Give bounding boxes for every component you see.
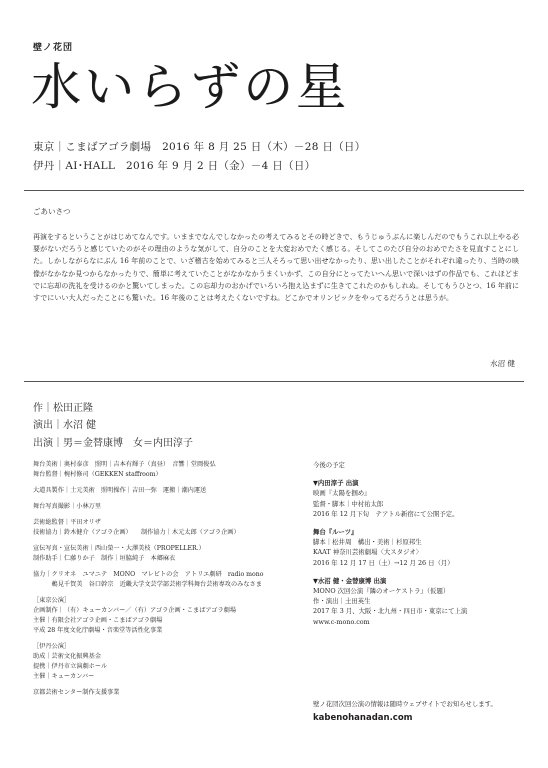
page-title: 水いらずの星 bbox=[31, 58, 349, 116]
info-line: 脚本｜松井周 構出・美術｜杉原邦生 bbox=[313, 538, 422, 547]
credit-line: 協力｜クリオネ ユマニテ MONO マレビトの会 アトリエ劇研 radio mono bbox=[33, 571, 264, 578]
info-line: ▼内田淳子 出演 bbox=[313, 479, 359, 488]
spacer bbox=[313, 470, 523, 478]
credit-line: 技術協力｜鈴木健介（アゴラ企画） 制作協力｜木元太郎（アゴラ企画） bbox=[33, 529, 240, 536]
upcoming-info bbox=[313, 460, 523, 627]
info-line: 今後の予定 bbox=[313, 461, 345, 469]
info-line: 2016 年 12 月下旬 テアトル新宿にて公開予定。 bbox=[313, 509, 459, 518]
credit-line: 舞台美術｜奥村泰彦 照明｜吉本有輝子（真昼） 音響｜堂岡俊弘 bbox=[33, 461, 216, 468]
info-line: 舞台『ルーツ』 bbox=[313, 528, 358, 537]
company-name: 壁ノ花団 bbox=[33, 43, 74, 53]
credit-line: 企画制作｜（有）キューカンバー／（有）アゴラ企画・こまばアゴラ劇場 bbox=[33, 607, 237, 614]
venue-itami: 伊丹｜AI･HALL 2016 年 9 月 2 日（金）－4 日（日） bbox=[33, 160, 316, 172]
info-line: 映画『太陽を掴め』 bbox=[313, 489, 371, 498]
credit-line: 舞台写真撮影｜小林万里 bbox=[33, 503, 102, 510]
credit-line: ［東京公演］ bbox=[33, 597, 71, 604]
credit-line: 平成 28 年度文化庁劇場・音楽堂等活性化事業 bbox=[33, 627, 163, 634]
info-line: KAAT 神奈川芸術劇場〈大スタジオ〉 bbox=[313, 548, 423, 557]
credit-playwright: 作｜松田正隆 bbox=[33, 403, 93, 414]
greeting-signature: 水沼 健 bbox=[490, 359, 515, 368]
info-line: 2017 年 3 月、大阪・北九州・四日市・東京にて上演 bbox=[313, 607, 468, 616]
website-link[interactable]: kabenohanadan.com bbox=[313, 713, 413, 723]
info-line: www.c-mono.com bbox=[313, 617, 370, 626]
greeting-heading: ごあいさつ bbox=[33, 207, 71, 216]
credit-line: 大道具製作｜土元美術 照明操作｜吉田一弥 運搬｜潮内運送 bbox=[33, 487, 207, 494]
credit-line: 鶫見千賀美 谷口幹宗 近畿大学文芸学部芸術学科舞台芸術専攻のみなさま bbox=[33, 581, 262, 588]
credit-line: 助成｜芸術文化振興基金 bbox=[33, 653, 102, 660]
credit-line: 主催｜キューカンバー bbox=[33, 673, 95, 680]
info-line: 作・演出｜土田英生 bbox=[313, 597, 371, 606]
footer-note: 壁ノ花団次回公演の情報は随時ウェブサイトでお知らせします。 bbox=[313, 700, 497, 708]
credit-cast: 出演｜男＝金替康博 女＝内田淳子 bbox=[33, 438, 193, 449]
info-line: 監督・脚本｜中村祐太郎 bbox=[313, 499, 384, 508]
spacer bbox=[313, 519, 523, 527]
info-line: 2016 年 12 月 17 日（土）→12 月 26 日（月） bbox=[313, 558, 454, 567]
divider-middle bbox=[24, 381, 524, 382]
info-line: ▼水沼 健・金替康博 出演 bbox=[313, 576, 387, 585]
credit-line: ［伊丹公演］ bbox=[33, 643, 71, 650]
credit-line: 京都芸術センター制作支援事業 bbox=[33, 689, 120, 696]
credit-line: 舞台監督｜椀村修司（GEKKEN staffroom） bbox=[33, 471, 162, 478]
credit-line: 主催｜有限会社アゴラ企画・こまばアゴラ劇場 bbox=[33, 617, 163, 624]
credit-line: 提携｜伊丹市立演劇ホール bbox=[33, 663, 108, 670]
venue-tokyo: 東京｜こまばアゴラ劇場 2016 年 8 月 25 日（木）－28 日（日） bbox=[33, 141, 366, 153]
credit-line: 芸術総監督｜平田オリザ bbox=[33, 519, 101, 526]
staff-credits bbox=[33, 460, 303, 698]
info-line: MONO 次回公演『隣のオーケストラ』（仮題） bbox=[313, 587, 450, 596]
greeting-body: 再演をするということがはじめてなんです。いままでなんでしなかったの考えてみるとその時どきで、もうじゅうぶんに楽しんだのでもうこれ以上やる必要がないだろうと感じていたのがその理由のような気がして、自分のことを大変おめでたく感じる。そしてこのたび自分のおめでたさを見直すことにした。しかしながらなにぶん 16 年前のことで、いざ稽古を始めてみると三人そろって思い出せなかったり、思い出したことがそれぞれ違ったり、当時の映像がなかなか見つからなかったりで、簡単に考えていたことがなかなかうまくいかず、この自分にとってたいへん思いで深いはずの作品でも、これほどまでに忘却の洗礼を受けるのかと驚いてしまった。この忘却力のおかげでいろいろ抱え込まずに生きてこれたのかもしれぬ。そしてもうひとつ、16 年前にすでにいい大人だったことにも驚いた。16 年後のことは考えたくないですね。どこかでオリンピックをやってるだろうとは思うが。 bbox=[33, 233, 519, 303]
credit-line: 宣伝写真・宣伝美術｜西山榮一・大澤美枝（PROPELLER.） bbox=[33, 545, 205, 552]
credit-director: 演出｜水沼 健 bbox=[33, 420, 97, 431]
divider-top bbox=[24, 190, 524, 191]
credit-line: 制作助手｜仁藤りか子 制作｜垣脇純子 本郷麻衣 bbox=[33, 555, 176, 562]
spacer bbox=[313, 568, 523, 576]
